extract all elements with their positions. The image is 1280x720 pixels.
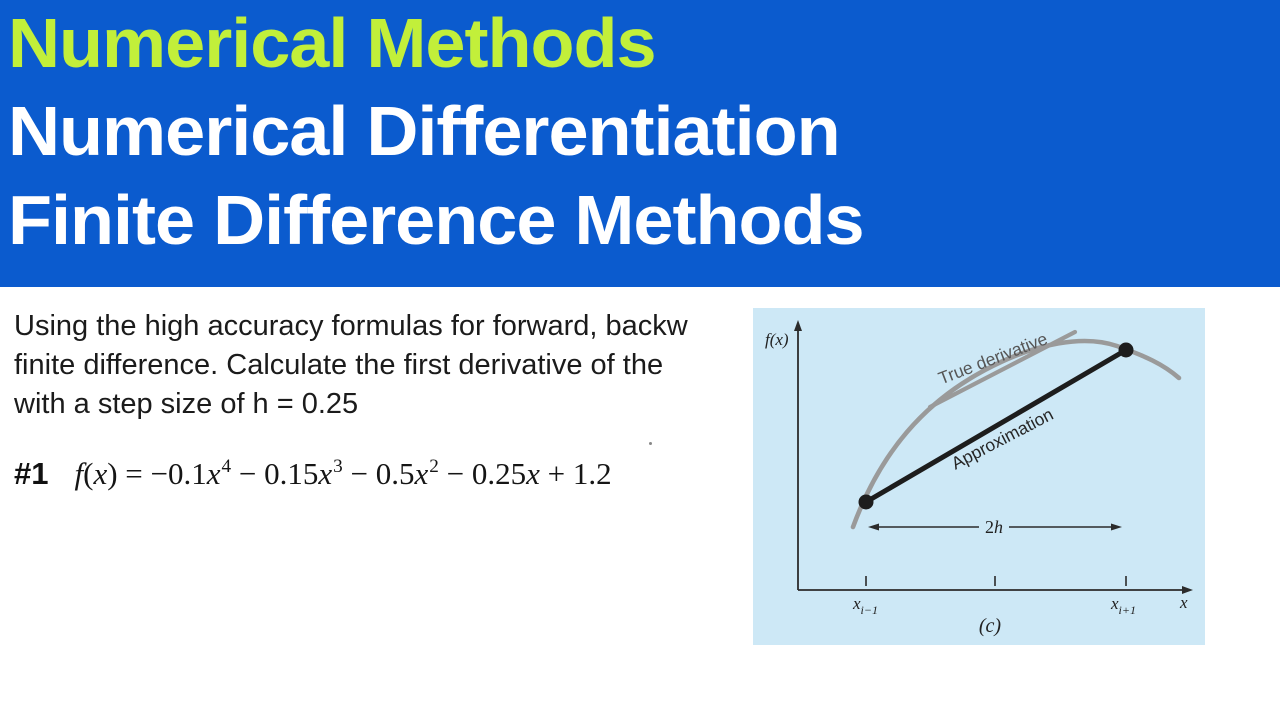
- problem-text-line-2: finite difference. Calculate the first derivative of the: [14, 349, 664, 381]
- formula-segment: + 1.2: [539, 456, 612, 491]
- figure-canvas: [753, 308, 1205, 645]
- interval-arrow-left-head-icon: [868, 524, 879, 531]
- topic-title: Numerical Differentiation: [8, 92, 840, 170]
- problem-number: #1: [14, 456, 49, 491]
- formula-segment: x: [526, 456, 540, 491]
- formula-segment: (: [83, 456, 94, 491]
- interval-label: 2h: [985, 517, 1003, 537]
- x-axis-label: x: [1180, 593, 1188, 612]
- formula-segment: x: [93, 456, 108, 491]
- xtick-prev-label: $x_{i-1}$: [853, 594, 878, 617]
- formula-segment: − 0.5: [342, 456, 415, 491]
- formula: [74, 456, 611, 492]
- formula-segment: − 0.25: [438, 456, 527, 491]
- y-axis-arrow-icon: [794, 320, 802, 331]
- formula-segment: 2: [429, 456, 439, 478]
- point-x-next: [1119, 343, 1134, 358]
- problem-text-line-1: Using the high accuracy formulas for forward, backw: [14, 310, 688, 342]
- approximation-label: Approximation: [947, 403, 1057, 474]
- formula-segment: ) = −0.1: [107, 456, 207, 491]
- formula-segment: 4: [221, 456, 232, 478]
- title-banner: [0, 0, 1280, 287]
- subtopic-title: Finite Difference Methods: [8, 181, 864, 259]
- figure-caption: (c): [978, 615, 1002, 637]
- problem-1-row: [14, 456, 612, 492]
- central-difference-figure: [753, 308, 1205, 645]
- formula-segment: x: [318, 456, 333, 491]
- formula-segment: x: [206, 456, 221, 491]
- formula-segment: f: [74, 456, 84, 491]
- xtick-next-label: $x_{i+1}$: [1111, 594, 1136, 617]
- stray-mark-dot: [649, 442, 652, 445]
- interval-arrow-right-head-icon: [1111, 524, 1122, 531]
- course-title: Numerical Methods: [8, 4, 656, 82]
- formula-segment: 3: [333, 456, 343, 478]
- formula-segment: − 0.15: [231, 456, 319, 491]
- true-derivative-label: True derivative: [935, 328, 1051, 389]
- point-x-prev: [859, 495, 874, 510]
- y-axis-label: f(x): [765, 330, 789, 349]
- problem-text-line-3: with a step size of h = 0.25: [14, 388, 359, 420]
- formula-segment: x: [414, 456, 429, 491]
